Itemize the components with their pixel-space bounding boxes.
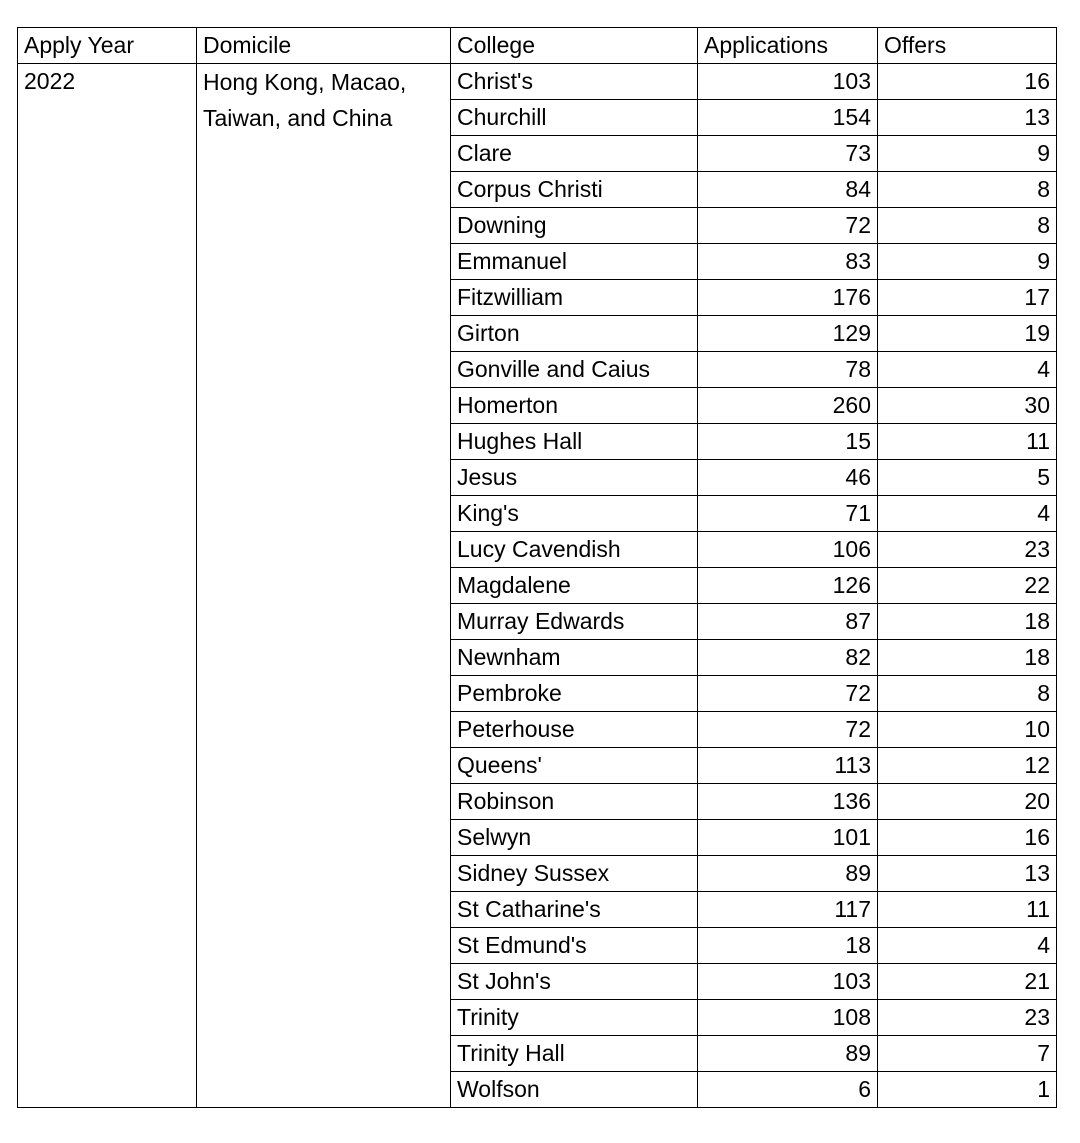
apply-year-cell: 2022: [18, 64, 197, 1108]
offers-cell: 11: [878, 424, 1057, 460]
offers-cell: 4: [878, 496, 1057, 532]
college-cell: Murray Edwards: [451, 604, 698, 640]
applications-cell: 136: [698, 784, 878, 820]
college-cell: Churchill: [451, 100, 698, 136]
applications-cell: 72: [698, 712, 878, 748]
applications-cell: 71: [698, 496, 878, 532]
applications-cell: 106: [698, 532, 878, 568]
offers-cell: 9: [878, 136, 1057, 172]
offers-cell: 21: [878, 964, 1057, 1000]
college-cell: Newnham: [451, 640, 698, 676]
applications-cell: 46: [698, 460, 878, 496]
college-cell: Hughes Hall: [451, 424, 698, 460]
offers-cell: 23: [878, 1000, 1057, 1036]
applications-cell: 260: [698, 388, 878, 424]
applications-cell: 72: [698, 208, 878, 244]
header-apply-year: Apply Year: [18, 28, 197, 64]
offers-cell: 19: [878, 316, 1057, 352]
table-row: [18, 64, 1057, 100]
college-cell: Queens': [451, 748, 698, 784]
college-cell: Homerton: [451, 388, 698, 424]
applications-cell: 18: [698, 928, 878, 964]
college-cell: St Edmund's: [451, 928, 698, 964]
applications-cell: 103: [698, 964, 878, 1000]
college-cell: Magdalene: [451, 568, 698, 604]
offers-cell: 20: [878, 784, 1057, 820]
offers-cell: 30: [878, 388, 1057, 424]
table-body: [18, 28, 1057, 1108]
offers-cell: 13: [878, 100, 1057, 136]
college-cell: Corpus Christi: [451, 172, 698, 208]
applications-cell: 117: [698, 892, 878, 928]
header-offers: Offers: [878, 28, 1057, 64]
header-domicile: Domicile: [197, 28, 451, 64]
applications-cell: 126: [698, 568, 878, 604]
offers-cell: 10: [878, 712, 1057, 748]
college-cell: Fitzwilliam: [451, 280, 698, 316]
applications-cell: 129: [698, 316, 878, 352]
college-cell: Peterhouse: [451, 712, 698, 748]
college-cell: Emmanuel: [451, 244, 698, 280]
offers-cell: 11: [878, 892, 1057, 928]
offers-cell: 8: [878, 172, 1057, 208]
offers-cell: 5: [878, 460, 1057, 496]
applications-cell: 154: [698, 100, 878, 136]
offers-cell: 17: [878, 280, 1057, 316]
applications-cell: 87: [698, 604, 878, 640]
college-cell: Pembroke: [451, 676, 698, 712]
applications-cell: 89: [698, 856, 878, 892]
applications-cell: 103: [698, 64, 878, 100]
applications-cell: 15: [698, 424, 878, 460]
admissions-table: [17, 27, 1057, 1108]
college-cell: Lucy Cavendish: [451, 532, 698, 568]
offers-cell: 8: [878, 208, 1057, 244]
college-cell: Christ's: [451, 64, 698, 100]
college-cell: King's: [451, 496, 698, 532]
applications-cell: 82: [698, 640, 878, 676]
offers-cell: 1: [878, 1072, 1057, 1108]
offers-cell: 4: [878, 352, 1057, 388]
college-cell: Clare: [451, 136, 698, 172]
college-cell: Selwyn: [451, 820, 698, 856]
offers-cell: 23: [878, 532, 1057, 568]
college-cell: Jesus: [451, 460, 698, 496]
offers-cell: 16: [878, 820, 1057, 856]
college-cell: Trinity Hall: [451, 1036, 698, 1072]
college-cell: Robinson: [451, 784, 698, 820]
college-cell: St John's: [451, 964, 698, 1000]
applications-cell: 113: [698, 748, 878, 784]
applications-cell: 108: [698, 1000, 878, 1036]
college-cell: Gonville and Caius: [451, 352, 698, 388]
college-cell: Downing: [451, 208, 698, 244]
college-cell: St Catharine's: [451, 892, 698, 928]
applications-cell: 176: [698, 280, 878, 316]
college-cell: Sidney Sussex: [451, 856, 698, 892]
applications-cell: 73: [698, 136, 878, 172]
college-cell: Trinity: [451, 1000, 698, 1036]
college-cell: Girton: [451, 316, 698, 352]
header-row: [18, 28, 1057, 64]
applications-cell: 72: [698, 676, 878, 712]
offers-cell: 13: [878, 856, 1057, 892]
offers-cell: 22: [878, 568, 1057, 604]
offers-cell: 18: [878, 640, 1057, 676]
applications-cell: 6: [698, 1072, 878, 1108]
applications-cell: 78: [698, 352, 878, 388]
offers-cell: 18: [878, 604, 1057, 640]
offers-cell: 9: [878, 244, 1057, 280]
applications-cell: 83: [698, 244, 878, 280]
applications-cell: 101: [698, 820, 878, 856]
applications-cell: 89: [698, 1036, 878, 1072]
header-applications: Applications: [698, 28, 878, 64]
applications-cell: 84: [698, 172, 878, 208]
offers-cell: 16: [878, 64, 1057, 100]
domicile-cell: Hong Kong, Macao, Taiwan, and China: [197, 64, 451, 1108]
offers-cell: 4: [878, 928, 1057, 964]
offers-cell: 12: [878, 748, 1057, 784]
offers-cell: 7: [878, 1036, 1057, 1072]
college-cell: Wolfson: [451, 1072, 698, 1108]
offers-cell: 8: [878, 676, 1057, 712]
header-college: College: [451, 28, 698, 64]
